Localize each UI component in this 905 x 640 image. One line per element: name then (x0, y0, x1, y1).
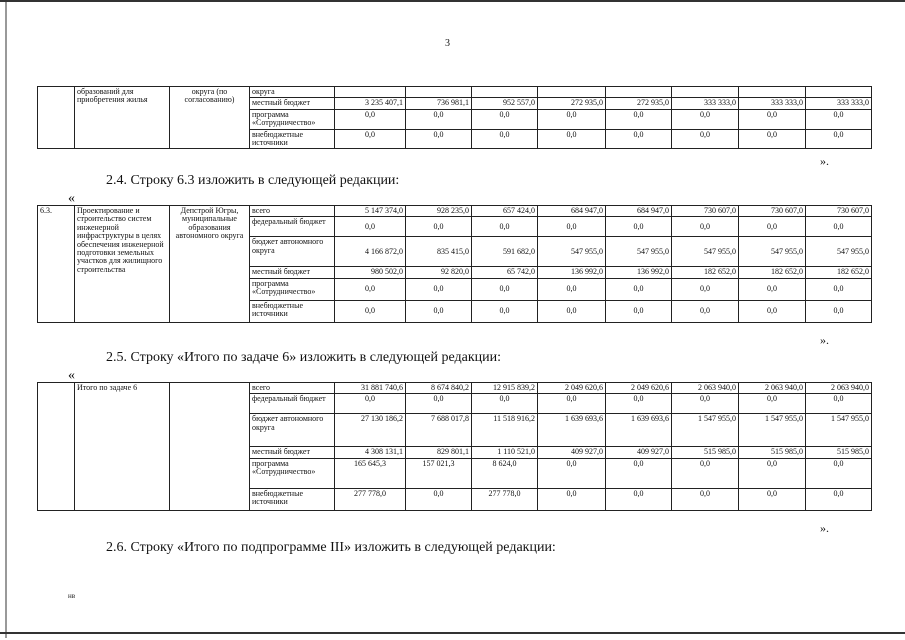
amount-cell: 2 063 940,0 (672, 383, 739, 394)
amount-cell: 0,0 (406, 300, 472, 322)
amount-cell (406, 87, 472, 98)
amount-cell: 1 547 955,0 (739, 414, 806, 447)
amount-cell: 182 652,0 (806, 267, 872, 278)
amount-cell: 0,0 (472, 278, 538, 300)
amount-cell: 2 049 620,6 (606, 383, 672, 394)
funding-source: программа «Сотрудничество» (250, 109, 335, 129)
amount-cell: 736 981,1 (406, 98, 472, 109)
amount-cell: 0,0 (538, 300, 606, 322)
amount-cell: 333 333,0 (672, 98, 739, 109)
amount-cell: 12 915 839,2 (472, 383, 538, 394)
amount-cell: 0,0 (406, 488, 472, 510)
amount-cell: 547 955,0 (538, 237, 606, 267)
amount-cell: 0,0 (739, 458, 806, 488)
amount-cell: 8 674 840,2 (406, 383, 472, 394)
executor-cell (170, 383, 250, 511)
amount-cell: 65 742,0 (472, 267, 538, 278)
measure-name-cell: Итого по задаче 6 (75, 383, 170, 511)
amount-cell: 684 947,0 (538, 206, 606, 217)
amount-cell: 0,0 (472, 300, 538, 322)
amount-cell: 515 985,0 (739, 447, 806, 458)
amount-cell: 0,0 (472, 129, 538, 149)
amount-cell: 182 652,0 (739, 267, 806, 278)
amount-cell: 0,0 (606, 278, 672, 300)
amount-cell (335, 87, 406, 98)
opening-quote: « (68, 368, 75, 383)
amount-cell: 0,0 (538, 129, 606, 149)
amount-cell (472, 87, 538, 98)
section-heading-2-5: 2.5. Строку «Итого по задаче 6» изложить в следующей редакции: (106, 350, 502, 365)
table-row (38, 206, 872, 217)
amount-cell: 0,0 (606, 458, 672, 488)
closing-quote: ». (820, 333, 829, 347)
amount-cell: 0,0 (538, 458, 606, 488)
amount-cell: 165 645,3 (335, 458, 406, 488)
table-row (38, 87, 872, 98)
amount-cell: 5 147 374,0 (335, 206, 406, 217)
amount-cell: 0,0 (406, 278, 472, 300)
amount-cell: 0,0 (672, 394, 739, 414)
amount-cell: 0,0 (806, 109, 872, 129)
table-total-task-6 (37, 382, 872, 511)
amount-cell: 4 308 131,1 (335, 447, 406, 458)
amount-cell: 0,0 (806, 300, 872, 322)
amount-cell: 1 547 955,0 (672, 414, 739, 447)
amount-cell: 2 049 620,6 (538, 383, 606, 394)
amount-cell: 952 557,0 (472, 98, 538, 109)
amount-cell: 0,0 (335, 278, 406, 300)
amount-cell: 835 415,0 (406, 237, 472, 267)
amount-cell: 0,0 (672, 300, 739, 322)
amount-cell: 547 955,0 (739, 237, 806, 267)
amount-cell: 0,0 (538, 217, 606, 237)
funding-source: всего (250, 383, 335, 394)
amount-cell: 0,0 (672, 488, 739, 510)
amount-cell: 0,0 (672, 217, 739, 237)
amount-cell: 0,0 (806, 278, 872, 300)
amount-cell: 0,0 (538, 488, 606, 510)
amount-cell: 2 063 940,0 (806, 383, 872, 394)
amount-cell: 0,0 (739, 394, 806, 414)
amount-cell: 277 778,0 (335, 488, 406, 510)
funding-source: федеральный бюджет (250, 394, 335, 414)
closing-quote: ». (820, 154, 829, 168)
amount-cell: 0,0 (606, 394, 672, 414)
funding-source: бюджет автономного округа (250, 237, 335, 267)
amount-cell: 928 235,0 (406, 206, 472, 217)
amount-cell: 0,0 (739, 217, 806, 237)
amount-cell: 0,0 (335, 394, 406, 414)
measure-name-cell: Проектирование и строительство систем инженерной инфраструктуры в целях обеспечения инженерной подготовки земельных участков для жилищного строительства (75, 206, 170, 323)
empty-number-cell (38, 87, 75, 149)
amount-cell: 0,0 (406, 217, 472, 237)
amount-cell: 277 778,0 (472, 488, 538, 510)
amount-cell: 515 985,0 (672, 447, 739, 458)
amount-cell: 829 801,1 (406, 447, 472, 458)
amount-cell: 980 502,0 (335, 267, 406, 278)
amount-cell: 547 955,0 (806, 237, 872, 267)
executor-cell: округа (по согласованию) (170, 87, 250, 149)
amount-cell: 547 955,0 (606, 237, 672, 267)
amount-cell: 4 166 872,0 (335, 237, 406, 267)
amount-cell: 730 607,0 (806, 206, 872, 217)
amount-cell: 0,0 (335, 217, 406, 237)
amount-cell: 7 688 017,8 (406, 414, 472, 447)
amount-cell: 0,0 (606, 109, 672, 129)
amount-cell: 0,0 (806, 458, 872, 488)
funding-source: внебюджетные источники (250, 300, 335, 322)
funding-source: местный бюджет (250, 98, 335, 109)
page-left-edge (5, 2, 7, 638)
amount-cell: 0,0 (806, 129, 872, 149)
amount-cell: 0,0 (538, 278, 606, 300)
page-number: 3 (445, 38, 450, 49)
amount-cell: 92 820,0 (406, 267, 472, 278)
amount-cell: 730 607,0 (739, 206, 806, 217)
funding-source: программа «Сотрудничество» (250, 458, 335, 488)
amount-cell: 0,0 (806, 217, 872, 237)
amount-cell: 0,0 (739, 129, 806, 149)
funding-source: бюджет автономного округа (250, 414, 335, 447)
amount-cell: 0,0 (406, 109, 472, 129)
amount-cell: 157 021,3 (406, 458, 472, 488)
amount-cell: 3 235 407,1 (335, 98, 406, 109)
amount-cell: 0,0 (606, 300, 672, 322)
table-row (38, 383, 872, 394)
amount-cell: 0,0 (538, 394, 606, 414)
amount-cell: 11 518 916,2 (472, 414, 538, 447)
amount-cell: 0,0 (672, 129, 739, 149)
amount-cell: 684 947,0 (606, 206, 672, 217)
funding-source: федеральный бюджет (250, 217, 335, 237)
amount-cell: 136 992,0 (538, 267, 606, 278)
amount-cell: 0,0 (406, 394, 472, 414)
funding-source: внебюджетные источники (250, 129, 335, 149)
amount-cell: 333 333,0 (806, 98, 872, 109)
amount-cell: 0,0 (406, 129, 472, 149)
amount-cell: 657 424,0 (472, 206, 538, 217)
amount-cell: 2 063 940,0 (739, 383, 806, 394)
amount-cell (806, 87, 872, 98)
amount-cell (739, 87, 806, 98)
amount-cell: 1 639 693,6 (538, 414, 606, 447)
amount-cell: 0,0 (739, 488, 806, 510)
table-continuation (37, 86, 872, 149)
amount-cell: 272 935,0 (538, 98, 606, 109)
amount-cell: 0,0 (472, 109, 538, 129)
amount-cell: 0,0 (606, 488, 672, 510)
funding-source: округа (250, 87, 335, 98)
amount-cell: 0,0 (606, 217, 672, 237)
funding-source: всего (250, 206, 335, 217)
amount-cell: 0,0 (335, 129, 406, 149)
amount-cell: 0,0 (672, 278, 739, 300)
amount-cell: 1 110 521,0 (472, 447, 538, 458)
funding-source: местный бюджет (250, 267, 335, 278)
amount-cell: 182 652,0 (672, 267, 739, 278)
amount-cell: 8 624,0 (472, 458, 538, 488)
amount-cell (606, 87, 672, 98)
amount-cell: 0,0 (606, 129, 672, 149)
amount-cell: 0,0 (739, 300, 806, 322)
amount-cell: 547 955,0 (672, 237, 739, 267)
amount-cell: 1 639 693,6 (606, 414, 672, 447)
amount-cell: 0,0 (472, 394, 538, 414)
amount-cell: 515 985,0 (806, 447, 872, 458)
amount-cell: 0,0 (538, 109, 606, 129)
amount-cell (672, 87, 739, 98)
amount-cell: 0,0 (806, 394, 872, 414)
amount-cell: 272 935,0 (606, 98, 672, 109)
footer-mark: нв (68, 592, 76, 600)
amount-cell: 333 333,0 (739, 98, 806, 109)
opening-quote: « (68, 191, 75, 206)
empty-number-cell (38, 383, 75, 511)
page-top-edge (0, 0, 905, 2)
amount-cell: 0,0 (806, 488, 872, 510)
amount-cell: 0,0 (672, 458, 739, 488)
row-number-cell: 6.3. (38, 206, 75, 323)
amount-cell: 0,0 (335, 300, 406, 322)
amount-cell: 0,0 (739, 109, 806, 129)
amount-cell: 730 607,0 (672, 206, 739, 217)
amount-cell: 409 927,0 (538, 447, 606, 458)
amount-cell: 409 927,0 (606, 447, 672, 458)
table-row-6-3 (37, 205, 872, 323)
page-bottom-edge (0, 632, 905, 634)
amount-cell: 0,0 (335, 109, 406, 129)
amount-cell (538, 87, 606, 98)
funding-source: программа «Сотрудничество» (250, 278, 335, 300)
executor-cell: Депстрой Югры, муниципальные образования автономного округа (170, 206, 250, 323)
amount-cell: 591 682,0 (472, 237, 538, 267)
amount-cell: 0,0 (472, 217, 538, 237)
section-heading-2-4: 2.4. Строку 6.3 изложить в следующей редакции: (106, 173, 400, 188)
section-heading-2-6: 2.6. Строку «Итого по подпрограмме III» изложить в следующей редакции: (106, 540, 556, 555)
amount-cell: 1 547 955,0 (806, 414, 872, 447)
closing-quote: ». (820, 521, 829, 535)
funding-source: местный бюджет (250, 447, 335, 458)
amount-cell: 31 881 740,6 (335, 383, 406, 394)
amount-cell: 0,0 (672, 109, 739, 129)
amount-cell: 136 992,0 (606, 267, 672, 278)
amount-cell: 27 130 186,2 (335, 414, 406, 447)
funding-source: внебюджетные источники (250, 488, 335, 510)
amount-cell: 0,0 (739, 278, 806, 300)
measure-name-cell: образований для приобретения жилья (75, 87, 170, 149)
